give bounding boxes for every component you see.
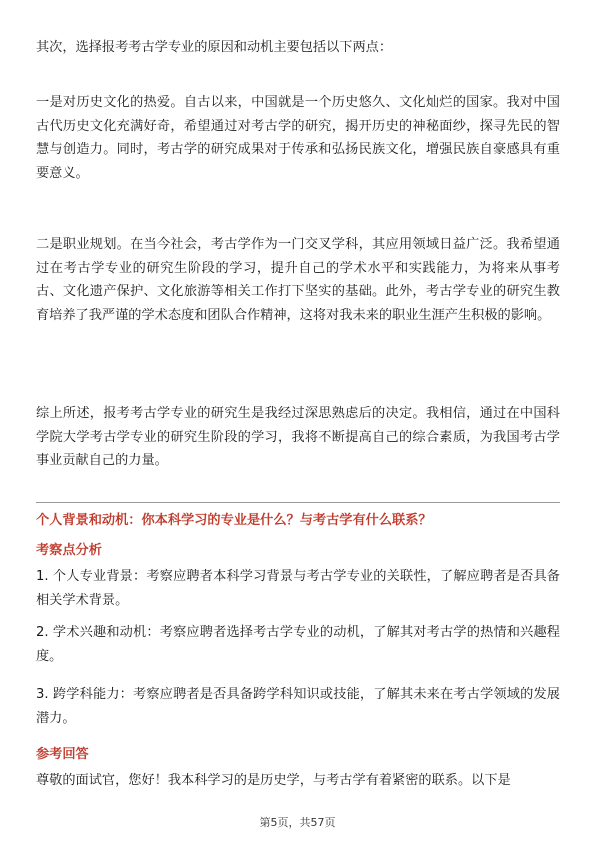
section-divider — [36, 502, 560, 503]
reason-two-paragraph: 二是职业规划。在当今社会，考古学作为一门交叉学科，其应用领域日益广泛。我希望通过在考古学专业的研究生阶段的学习，提升自己的学术水平和实践能力，为将来从事考古、文化遗产保护、文化旅游等相关工作打下坚实的基础。此外，考古学专业的研究生教育培养了我严谨的学术态度和团队合作精神，这将对我未来的职业生涯产生积极的影响。 — [36, 237, 560, 323]
analysis-item-2: 2. 学术兴趣和动机：考察应聘者选择考古学专业的动机，了解其对考古学的热情和兴趣程度。 — [36, 625, 560, 664]
answer-text: 尊敬的面试官，您好！我本科学习的是历史学，与考古学有着紧密的联系。以下是 — [36, 773, 511, 788]
summary-paragraph: 综上所述，报考考古学专业的研究生是我经过深思熟虑后的决定。我相信，通过在中国科学院大学考古学专业的研究生阶段的学习，我将不断提高自己的综合素质，为我国考古学事业贡献自己的力量。 — [36, 406, 560, 468]
page-number: 第5页，共57页 — [259, 816, 336, 829]
interview-question: 个人背景和动机：你本科学习的专业是什么？与考古学有什么联系？ — [36, 513, 432, 528]
intro-paragraph: 其次，选择报考考古学专业的原因和动机主要包括以下两点： — [36, 40, 393, 55]
analysis-item-3: 3. 跨学科能力：考察应聘者是否具备跨学科知识或技能，了解其未来在考古学领域的发展潜力。 — [36, 687, 560, 726]
answer-heading: 参考回答 — [36, 747, 89, 762]
reason-one-paragraph: 一是对历史文化的热爱。自古以来，中国就是一个历史悠久、文化灿烂的国家。我对中国古代历史文化充满好奇，希望通过对考古学的研究，揭开历史的神秘面纱，探寻先民的智慧与创造力。同时，考古学的研究成果对于传承和弘扬民族文化，增强民族自豪感具有重要意义。 — [36, 95, 560, 181]
analysis-item-1: 1. 个人专业背景：考察应聘者本科学习背景与考古学专业的关联性，了解应聘者是否具备相关学术背景。 — [36, 569, 560, 608]
analysis-heading: 考察点分析 — [36, 543, 102, 558]
